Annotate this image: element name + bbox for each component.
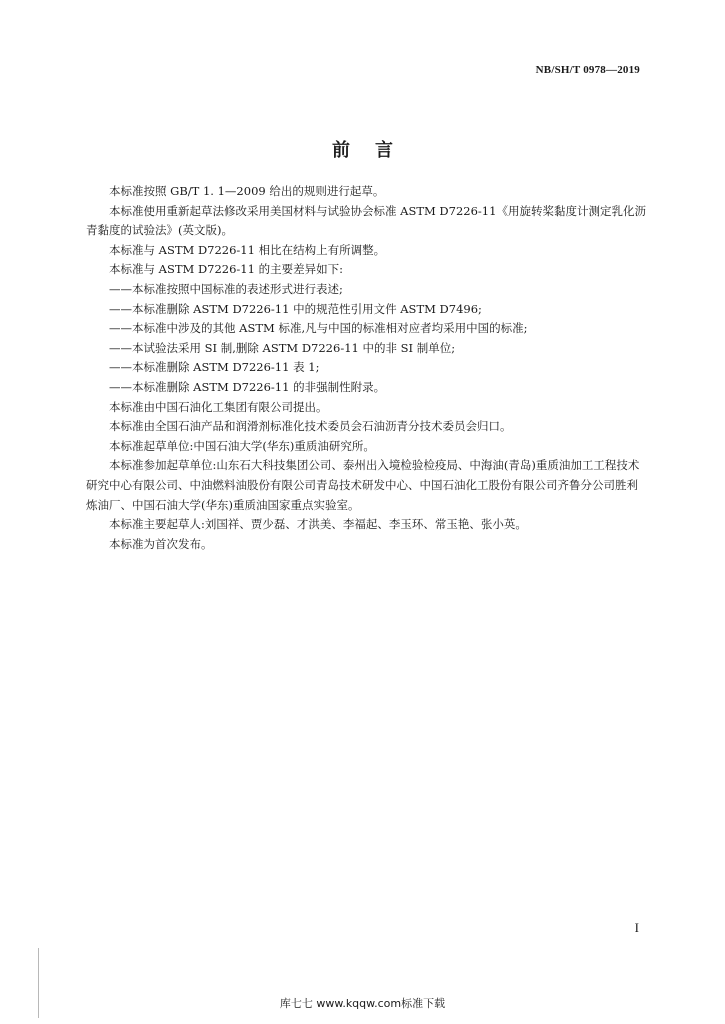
paragraph-differences-intro: 本标准与 ASTM D7226-11 的主要差异如下: — [109, 262, 343, 277]
paragraph-structure: 本标准与 ASTM D7226-11 相比在结构上有所调整。 — [109, 242, 386, 257]
standard-code: NB/SH/T 0978—2019 — [535, 64, 640, 76]
foreword-body — [86, 182, 646, 554]
paragraph-drafting-unit: 本标准起草单位:中国石油大学(华东)重质油研究所。 — [109, 438, 375, 453]
list-item: ——本试验法采用 SI 制,删除 ASTM D7226-11 中的非 SI 制单位; — [109, 340, 456, 355]
list-item: ——本标准按照中国标准的表述形式进行表述; — [109, 281, 343, 296]
list-item: ——本标准中涉及的其他 ASTM 标准,凡与中国的标准相对应者均采用中国的标准; — [109, 321, 528, 336]
page-title: 前 言 — [331, 140, 394, 161]
paragraph-drafters: 本标准主要起草人:刘国祥、贾少磊、才洪美、李福起、李玉环、常玉艳、张小英。 — [109, 517, 527, 532]
paragraph-committee: 本标准由全国石油产品和润滑剂标准化技术委员会石油沥青分技术委员会归口。 — [109, 419, 512, 434]
paragraph-adoption: 本标准使用重新起草法修改采用美国材料与试验协会标准 ASTM D7226-11《用旋转桨黏度计测定乳化沥青黏度的试验法》(英文版)。 — [86, 203, 646, 238]
list-item: ——本标准删除 ASTM D7226-11 中的规范性引用文件 ASTM D7496; — [109, 301, 482, 316]
footer-watermark: 库七七 www.kqqw.com标准下载 — [279, 997, 446, 1010]
paragraph-proposer: 本标准由中国石油化工集团有限公司提出。 — [109, 399, 328, 414]
paragraph-drafting-rules: 本标准按照 GB/T 1. 1—2009 给出的规则进行起草。 — [109, 184, 385, 198]
page-number: I — [634, 920, 639, 935]
list-item: ——本标准删除 ASTM D7226-11 的非强制性附录。 — [109, 379, 386, 394]
paragraph-first-release: 本标准为首次发布。 — [109, 536, 213, 551]
paragraph-participating-units: 本标准参加起草单位:山东石大科技集团公司、泰州出入境检验检疫局、中海油(青岛)重质油加工工程技术研究中心有限公司、中油燃料油股份有限公司青岛技术研发中心、中国石油化工股份有限公司齐鲁分公司胜利炼油厂、中国石油大学(华东)重质油国家重点实验室。 — [86, 458, 640, 512]
list-item: ——本标准删除 ASTM D7226-11 表 1; — [109, 360, 320, 375]
